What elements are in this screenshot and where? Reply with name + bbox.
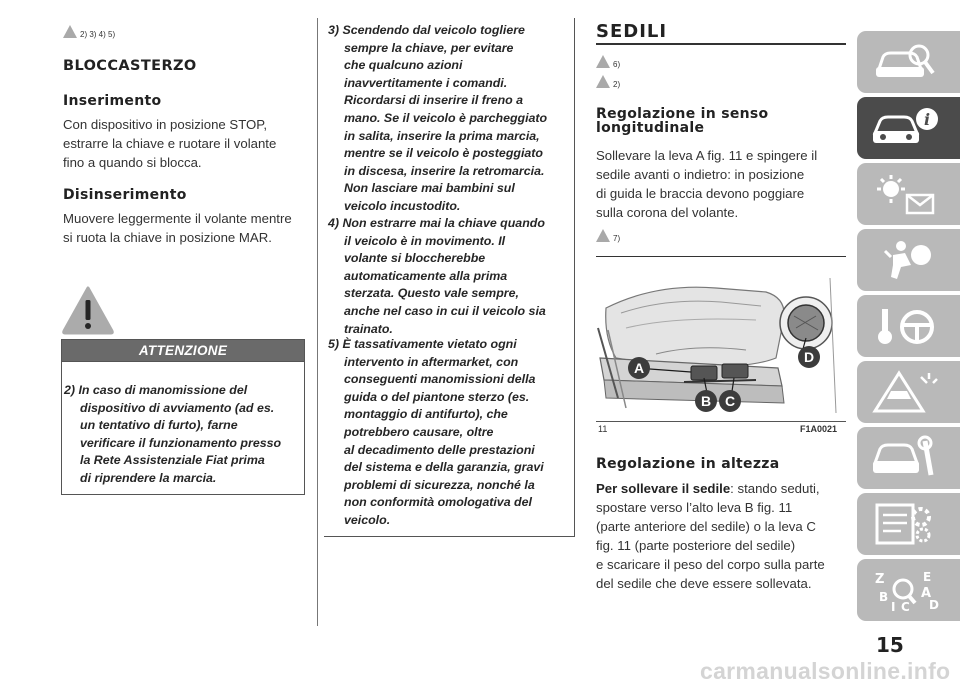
alphabetical-index-icon xyxy=(871,567,941,613)
warning-triangle-icon xyxy=(63,25,77,38)
svg-text:B: B xyxy=(879,590,889,604)
warning-notes-box xyxy=(324,18,575,537)
paragraph-regolazione-altezza: Per sollevare il sedile: stando seduti, spostare verso l’alto leva B fig. 11 (parte anteriore del sedile) o la leva C fig. 11 (parte posteriore del sedile) e scaricare il peso del corpo sulla parte del sedile che deve essere sollevata. xyxy=(596,481,825,591)
tab-car-search[interactable] xyxy=(857,31,960,93)
subheading-regolazione-altezza: Regolazione in altezza xyxy=(596,456,780,472)
heading-rule xyxy=(596,43,846,45)
warning-lights-icon xyxy=(871,171,941,217)
section-heading-bloccasterzo: BLOCCASTERZO xyxy=(63,58,197,74)
subheading-regolazione-longitudinale: Regolazione in senso longitudinale xyxy=(596,106,769,136)
tab-alphabetical-index[interactable] xyxy=(857,559,960,621)
warning-note-4: 4) Non estrarre mai la chiave quando il veicolo è in movimento. Il volante si bloccherebbe automaticamente alla prima sterzata. Questo vale sempre, anche nel caso in cui il veicolo sia trainato. xyxy=(328,216,546,336)
car-search-icon xyxy=(871,39,941,85)
airbag-safety-icon xyxy=(871,237,941,283)
column-divider xyxy=(317,18,318,626)
svg-text:Z: Z xyxy=(875,572,885,587)
tab-airbag-safety[interactable] xyxy=(857,229,960,291)
svg-text:A: A xyxy=(921,586,932,601)
page-number: 15 xyxy=(876,633,904,657)
warning-triangle-icon xyxy=(596,75,610,88)
label-a: A xyxy=(633,360,645,376)
figure-bottom-rule xyxy=(596,421,846,422)
warning-box-header xyxy=(62,340,304,362)
car-info-icon xyxy=(871,105,941,151)
section-heading-sedili: SEDILI xyxy=(596,21,668,42)
paragraph-regolazione-longitudinale: Sollevare la leva A fig. 11 e spingere il sedile avanti o indietro: in posizione di guida le braccia devono poggiare sulla corona del volante. xyxy=(596,148,818,220)
technical-data-icon xyxy=(871,501,941,547)
key-steering-icon xyxy=(871,303,941,349)
label-d: D xyxy=(803,349,815,365)
svg-text:D: D xyxy=(929,598,939,612)
warning-reference-2: 2) xyxy=(596,75,620,89)
paragraph-inserimento: Con dispositivo in posizione STOP, estrarre la chiave e ruotare il volante fino a quando si blocca. xyxy=(63,117,277,170)
tab-car-info[interactable] xyxy=(857,97,960,159)
watermark: carmanualsonline.info xyxy=(700,658,951,684)
warning-triangle-icon xyxy=(596,55,610,68)
tab-car-maintenance[interactable] xyxy=(857,427,960,489)
seat-adjustment-figure xyxy=(596,258,846,420)
warning-triangle-icon xyxy=(61,285,115,335)
warning-reference-7: 7) xyxy=(596,229,620,243)
warning-reference-6: 6) xyxy=(596,55,620,69)
tab-key-steering[interactable] xyxy=(857,295,960,357)
subheading-disinserimento: Disinserimento xyxy=(63,187,187,203)
paragraph-disinserimento: Muovere leggermente il volante mentre si ruota la chiave in posizione MAR. xyxy=(63,211,292,245)
svg-text:E: E xyxy=(923,570,932,584)
car-maintenance-icon xyxy=(871,435,941,481)
figure-top-rule xyxy=(596,256,846,257)
warning-note-3: 3) Scendendo dal veicolo togliere sempre la chiave, per evitare che qualcuno azioni inavvertitamente i comandi. Ricordarsi di inserire il freno a mano. Se il veicolo è parcheggiato in salita, inserire la prima marcia, mentre se il veicolo è posteggiato in discesa, inserire la retromarcia. Non lasciare mai bambini sul veicolo incustodito. xyxy=(328,23,548,213)
tab-technical-data[interactable] xyxy=(857,493,960,555)
figure-code: F1A0021 xyxy=(800,424,838,434)
warning-box-title: ATTENZIONE xyxy=(138,343,228,358)
label-b: B xyxy=(700,393,712,409)
tab-warning-lights[interactable] xyxy=(857,163,960,225)
svg-text:C: C xyxy=(901,600,910,613)
subheading-inserimento: Inserimento xyxy=(63,93,162,109)
svg-text:I: I xyxy=(891,600,896,613)
label-c: C xyxy=(724,393,736,409)
warning-note-5: 5) È tassativamente vietato ogni intervento in aftermarket, con conseguenti manomissioni della guida o del piantone sterzo (es. montaggio di antifurto), che potrebbero causare, oltre al decadimento delle prestazioni del sistema e della garanzia, gravi problemi di sicurezza, nonché la non conformità omologativa del veicolo. xyxy=(328,337,544,527)
warning-note-2: 2) In caso di manomissione del dispositivo di avviamento (ad es. un tentativo di furto), farne verificare il funzionamento presso la Rete Assistenziale Fiat prima di riprendere la marcia. xyxy=(64,383,282,485)
warning-triangle-icon xyxy=(596,229,610,242)
tab-emergency[interactable] xyxy=(857,361,960,423)
emergency-icon xyxy=(871,369,941,415)
figure-number: 11 xyxy=(598,424,608,434)
svg-text:i: i xyxy=(923,110,931,129)
warning-references: 2) 3) 4) 5) xyxy=(63,25,115,39)
warning-box xyxy=(61,339,305,495)
